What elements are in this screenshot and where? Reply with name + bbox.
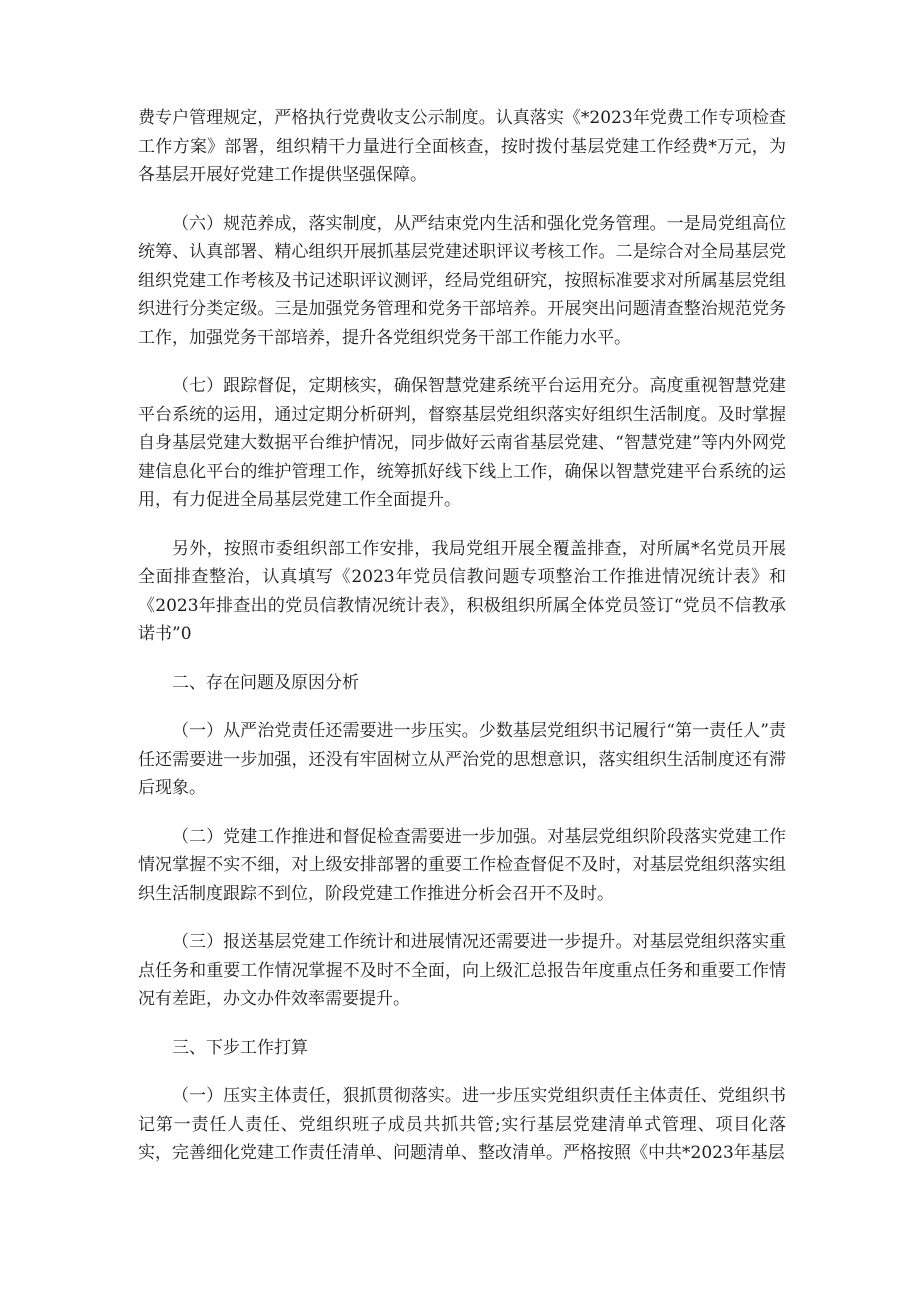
document-page <box>138 104 786 1188</box>
section-heading-problems: 二、存在问题及原因分析 <box>172 672 359 693</box>
paragraph-party-fee-continuation: 费专户管理规定，严格执行党费收支公示制度。认真落实《*2023年党费工作专项检查工作方案》部署，组织精干力量进行全面核查，按时拨付基层党建工作经费*万元，为各基层开展好党建工作提供坚强保障。 <box>138 108 786 185</box>
paragraph-problem-3: （三）报送基层党建工作统计和进展情况还需要进一步提升。对基层党组织落实重点任务和重要工作情况掌握不及时不全面，向上级汇总报告年度重点任务和重要工作情况有差距，办文办件效率需要提升。 <box>138 932 786 1009</box>
paragraph-problem-2: （二）党建工作推进和督促检查需要进一步加强。对基层党组织阶段落实党建工作情况掌握不实不细，对上级安排部署的重要工作检查督促不及时，对基层党组织落实组织生活制度跟踪不到位，阶段党建工作推进分析会召开不及时。 <box>138 826 786 904</box>
section-heading-next-steps: 三、下步工作打算 <box>172 1037 308 1058</box>
paragraph-additional: 另外，按照市委组织部工作安排，我局党组开展全覆盖排查，对所属*名党员开展全面排查整治，认真填写《2023年党员信教问题专项整治工作推进情况统计表》和《2023年排查出的党员信教情况统计表》，积极组织所属全体党员签订“党员不信教承诺书”0 <box>138 538 786 644</box>
paragraph-plan-1: （一）压实主体责任，狠抓贯彻落实。进一步压实党组织责任主体责任、党组织书记第一责任人责任、党组织班子成员共抓共管;实行基层党建清单式管理、项目化落实，完善细化党建工作责任清单、问题清单、整改清单。严格按照《中共*2023年基层 <box>138 1086 786 1163</box>
paragraph-item-7: （七）跟踪督促，定期核实，确保智慧党建系统平台运用充分。高度重视智慧党建平台系统的运用，通过定期分析研判，督察基层党组织落实好组织生活制度。及时掌握自身基层党建大数据平台维护情况，同步做好云南省基层党建、“智慧党建”等内外网党建信息化平台的维护管理工作，统筹抓好线下线上工作，确保以智慧党建平台系统的运用，有力促进全局基层党建工作全面提升。 <box>138 376 786 510</box>
paragraph-problem-1: （一）从严治党责任还需要进一步压实。少数基层党组织书记履行“第一责任人”责任还需要进一步加强，还没有牢固树立从严治党的思想意识，落实组织生活制度还有滞后现象。 <box>138 721 786 798</box>
paragraph-item-6: （六）规范养成，落实制度，从严结束党内生活和强化党务管理。一是局党组高位统筹、认真部署、精心组织开展抓基层党建述职评议考核工作。二是综合对全局基层党组织党建工作考核及书记述职评议测评，经局党组研究，按照标准要求对所属基层党组织进行分类定级。三是加强党务管理和党务干部培养。开展突出问题清查整治规范党务工作，加强党务干部培养，提升各党组织党务干部工作能力水平。 <box>138 213 786 348</box>
